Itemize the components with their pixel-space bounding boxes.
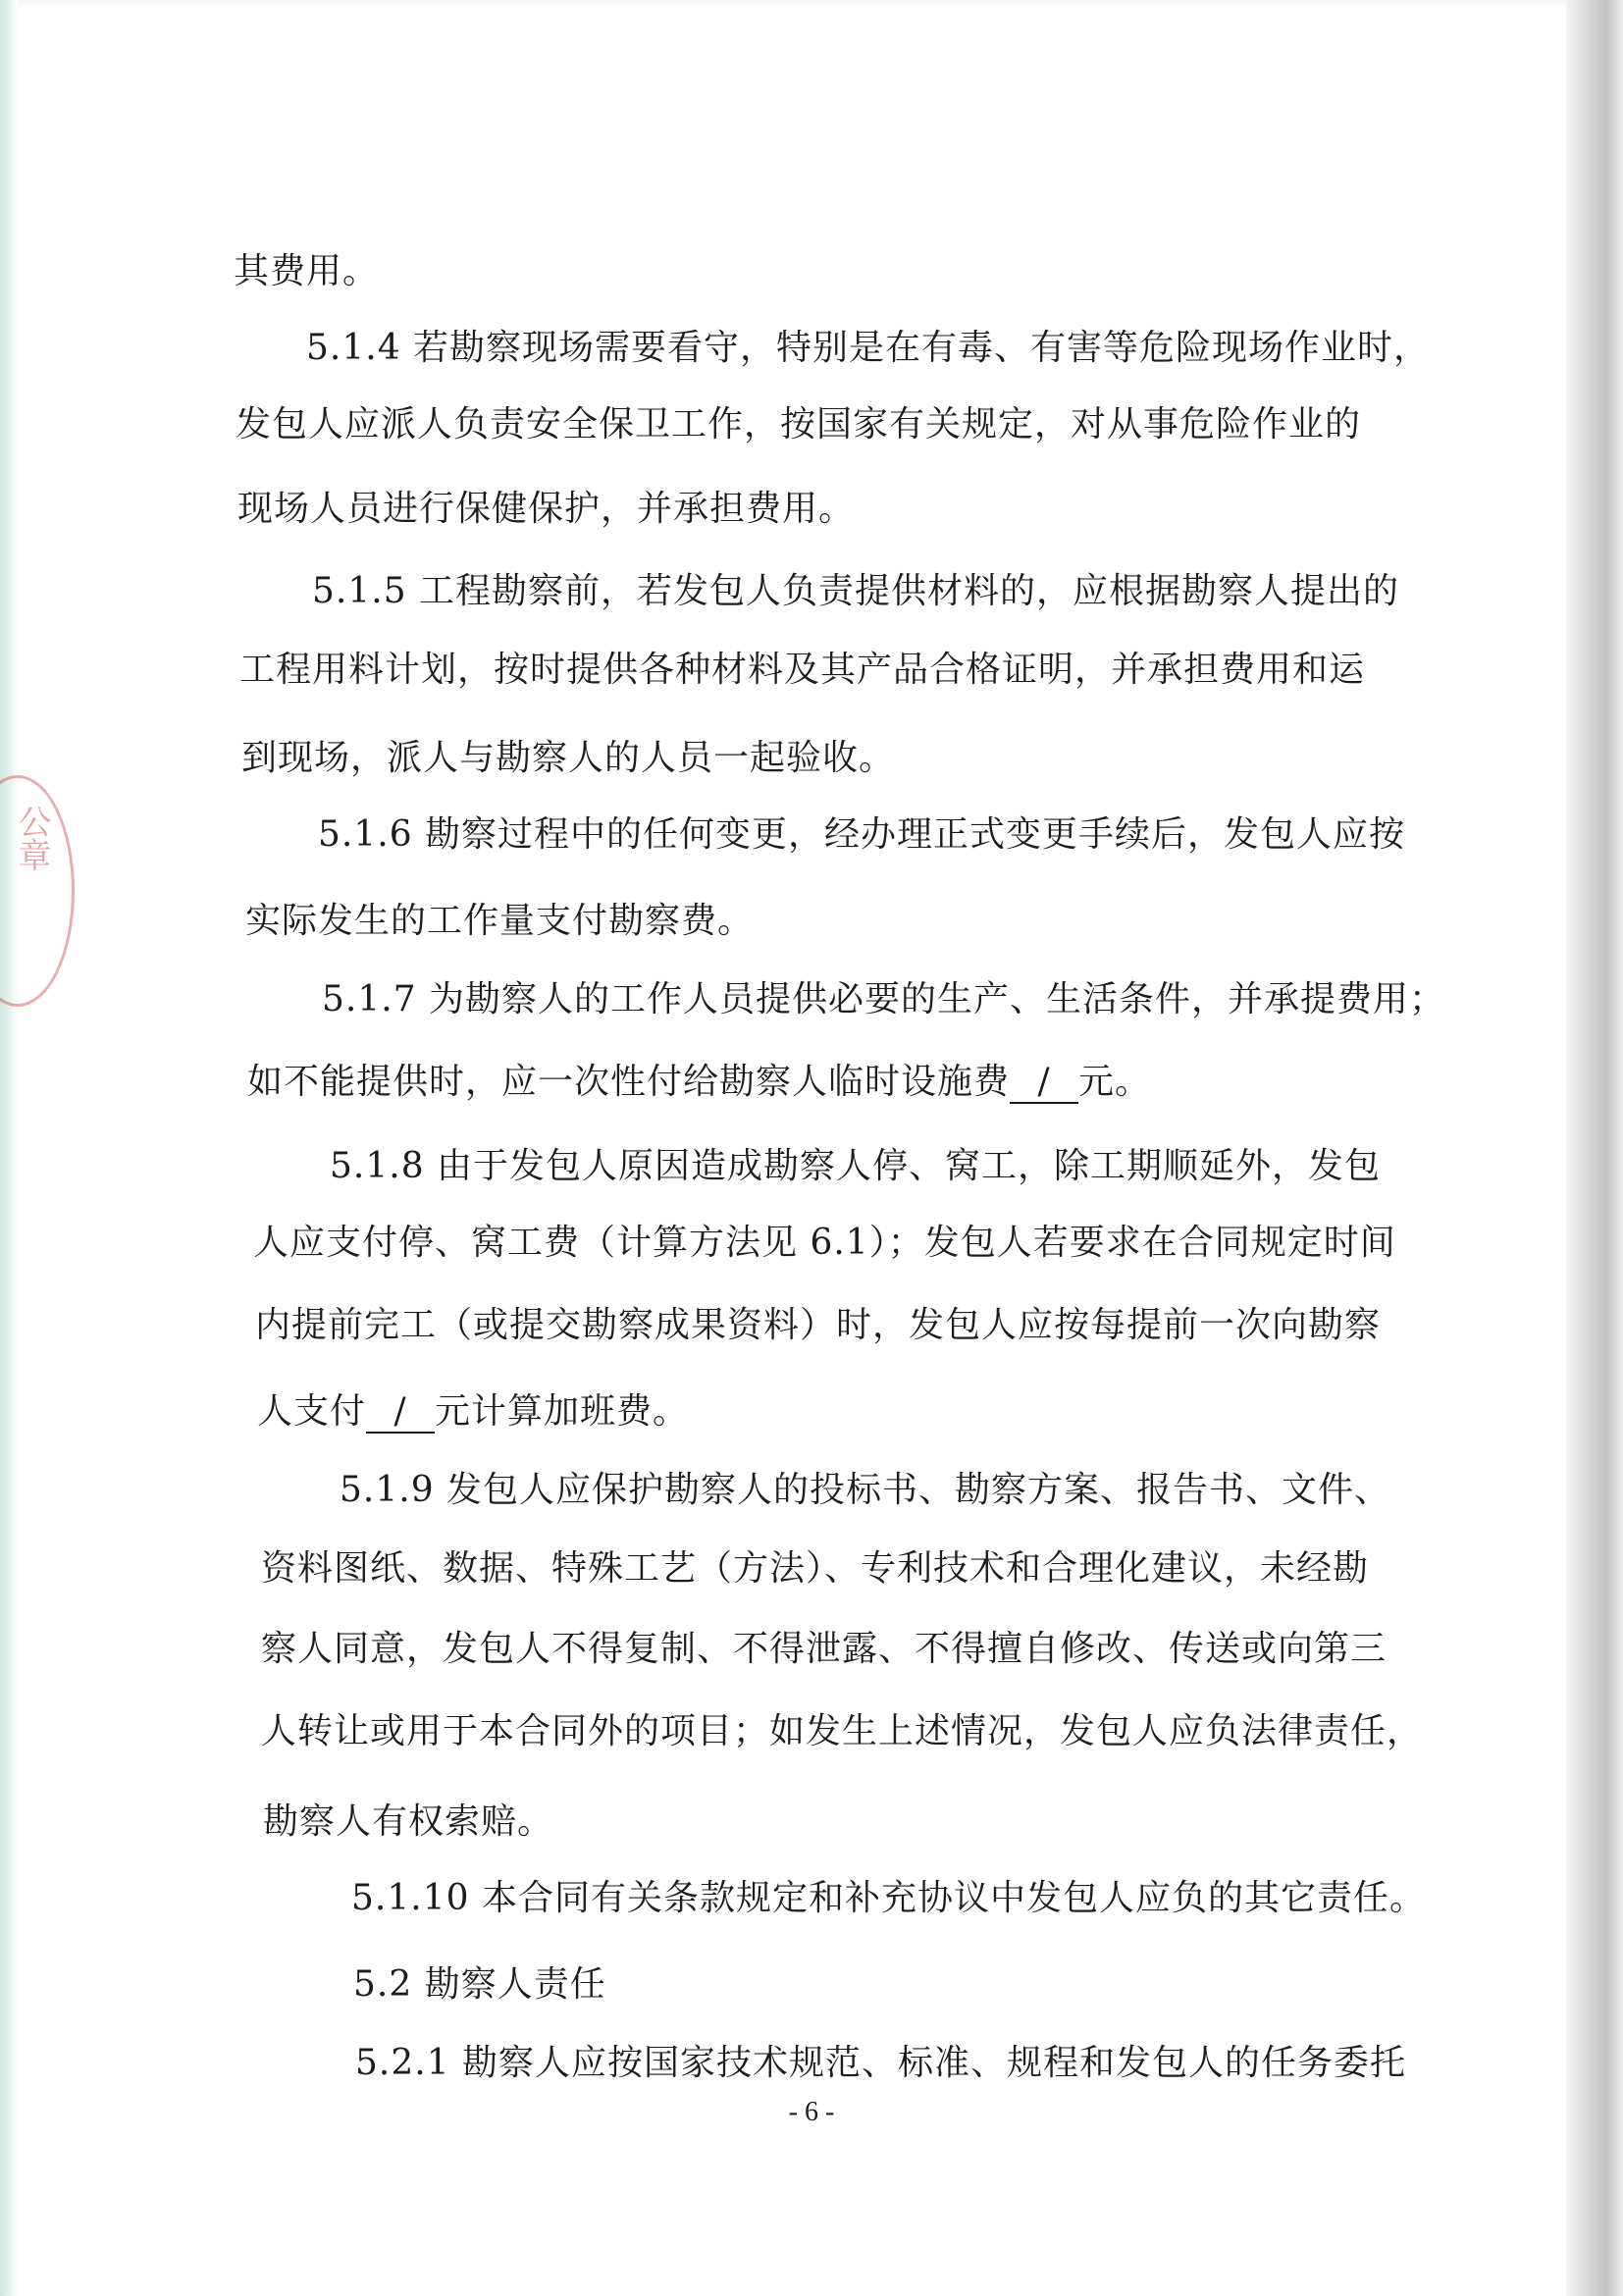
text-line-17: 资料图纸、数据、特殊工艺（方法）、专利技术和合理化建议，未经勘 — [261, 1548, 1370, 1589]
overtime-fee-blank: / — [366, 1391, 435, 1434]
page-number: - 6 - — [788, 2097, 835, 2127]
text-line-15 — [257, 1383, 689, 1434]
text-line-6: 工程用料计划，按时提供各种材料及其产品合格证明，并承担费用和运 — [239, 650, 1366, 690]
seal-text: 公章 — [12, 805, 51, 871]
clause-5-1-6: 5.1.6 勘察过程中的任何变更，经办理正式变更手续后，发包人应按 — [318, 814, 1406, 855]
text-line-18: 察人同意，发包人不得复制、不得泄露、不得擅自修改、传送或向第三 — [261, 1629, 1387, 1669]
text-line-1: 其费用。 — [234, 251, 380, 291]
text-line-19: 人转让或用于本合同外的项目；如发生上述情况，发包人应负法律责任， — [261, 1711, 1424, 1751]
text-line-11 — [247, 1054, 1151, 1104]
facility-fee-unit: 元。 — [1078, 1062, 1152, 1102]
text-line-20: 勘察人有权索赔。 — [263, 1801, 554, 1842]
scan-top-edge — [0, 0, 1623, 10]
clause-5-1-7: 5.1.7 为勘察人的工作人员提供必要的生产、生活条件，并承提费用； — [322, 979, 1446, 1019]
text-line-7: 到现场，派人与勘察人的人员一起验收。 — [241, 738, 896, 778]
clause-5-1-9: 5.1.9 发包人应保护勘察人的投标书、勘察方案、报告书、文件、 — [340, 1470, 1391, 1510]
clause-5-1-4: 5.1.4 若勘察现场需要看守，特别是在有毒、有害等危险现场作业时， — [306, 328, 1431, 368]
facility-fee-text: 如不能提供时，应一次性付给勘察人临时设施费 — [247, 1062, 1011, 1102]
text-line-13: 人应支付停、窝工费（计算方法见 6.1）；发包人若要求在合同规定时间 — [253, 1223, 1396, 1263]
scan-binding-edge — [1566, 0, 1623, 2296]
clause-5-2-1: 5.2.1 勘察人应按国家技术规范、标准、规程和发包人的任务委托 — [355, 2043, 1407, 2083]
section-5-2-heading: 5.2 勘察人责任 — [353, 1964, 606, 2005]
clause-5-1-5: 5.1.5 工程勘察前，若发包人负责提供材料的，应根据勘察人提出的 — [312, 571, 1400, 611]
overtime-fee-unit: 元计算加班费。 — [435, 1391, 690, 1432]
text-line-3: 发包人应派人负责安全保卫工作，按国家有关规定，对从事危险作业的 — [236, 404, 1362, 444]
clause-5-1-10: 5.1.10 本合同有关条款规定和补充协议中发包人应负的其它责任。 — [351, 1878, 1426, 1918]
facility-fee-blank: / — [1010, 1062, 1078, 1104]
text-line-14: 内提前完工（或提交勘察成果资料）时，发包人应按每提前一次向勘察 — [255, 1305, 1382, 1345]
clause-5-1-8: 5.1.8 由于发包人原因造成勘察人停、窝工，除工期顺延外，发包 — [330, 1146, 1382, 1186]
text-line-9: 实际发生的工作量支付勘察费。 — [245, 901, 755, 941]
scan-left-edge — [0, 0, 18, 2296]
overtime-fee-text: 人支付 — [257, 1391, 367, 1432]
text-line-4: 现场人员进行保健保护，并承担费用。 — [237, 489, 856, 529]
